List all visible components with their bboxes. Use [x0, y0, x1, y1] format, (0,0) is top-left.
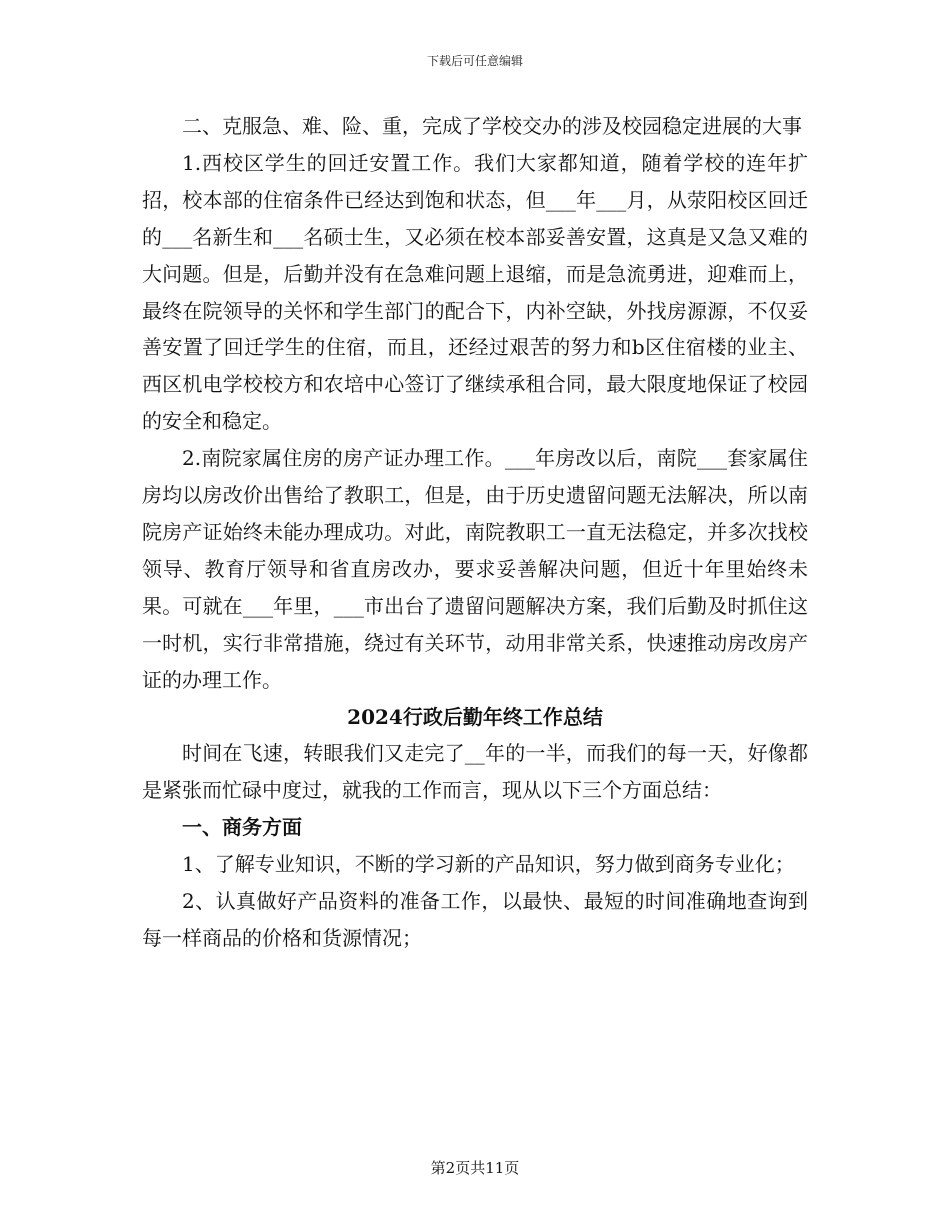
paragraph-intro: 时间在飞速，转眼我们又走完了__年的一半，而我们的每一天，好像都是紧张而忙碌中度过，就我的工作而言，现从以下三个方面总结：	[142, 741, 808, 803]
page-footer: 第2页共11页	[430, 1159, 520, 1177]
document-title: 2024行政后勤年终工作总结	[347, 704, 603, 729]
paragraph-relocation: 1.西校区学生的回迁安置工作。我们大家都知道，随着学校的连年扩招，校本部的住宿条件已经达到饱和状态，但___年___月，从荥阳校区回迁的___名新生和___名硕士生，又必须在校本部妥善安置，这真是又急又难的大问题。但是，后勤并没有在急难问题上退缩，而是急流勇进，迎难而上，最终在院领导的关怀和学生部门的配合下，内补空缺，外找房源源，不仅妥善安置了回迁学生的住宿，而且，还经过艰苦的努力和b区住宿楼的业主、西区机电学校校方和农培中心签订了继续承租合同，最大限度地保证了校园的安全和稳定。	[142, 150, 808, 434]
paragraph-section-two: 二、克服急、难、险、重，完成了学校交办的涉及校园稳定进展的大事	[182, 114, 802, 138]
page-header: 下载后可任意编辑	[426, 54, 523, 68]
paragraph-item-1: 1、了解专业知识，不断的学习新的产品知识，努力做到商务专业化；	[182, 852, 795, 877]
document-body	[142, 108, 808, 957]
paragraph-property-certificate: 2.南院家属住房的房产证办理工作。___年房改以后，南院___套家属住房均以房改价出售给了教职工，但是，由于历史遗留问题无法解决，所以南院房产证始终未能办理成功。对此，南院教职工一直无法稳定，并多次找校领导、教育厅领导和省直房改办，要求妥善解决问题，但近十年里始终未果。可就在___年里，___市出台了遗留问题解决方案，我们后勤及时抓住这一时机，实行非常措施，绕过有关环节，动用非常关系，快速推动房改房产证的办理工作。	[142, 446, 808, 692]
paragraph-item-2: 2、认真做好产品资料的准备工作，以最快、最短的时间准确地查询到每一样商品的价格和货源情况；	[142, 889, 808, 950]
section-heading-business: 一、商务方面	[182, 815, 302, 840]
